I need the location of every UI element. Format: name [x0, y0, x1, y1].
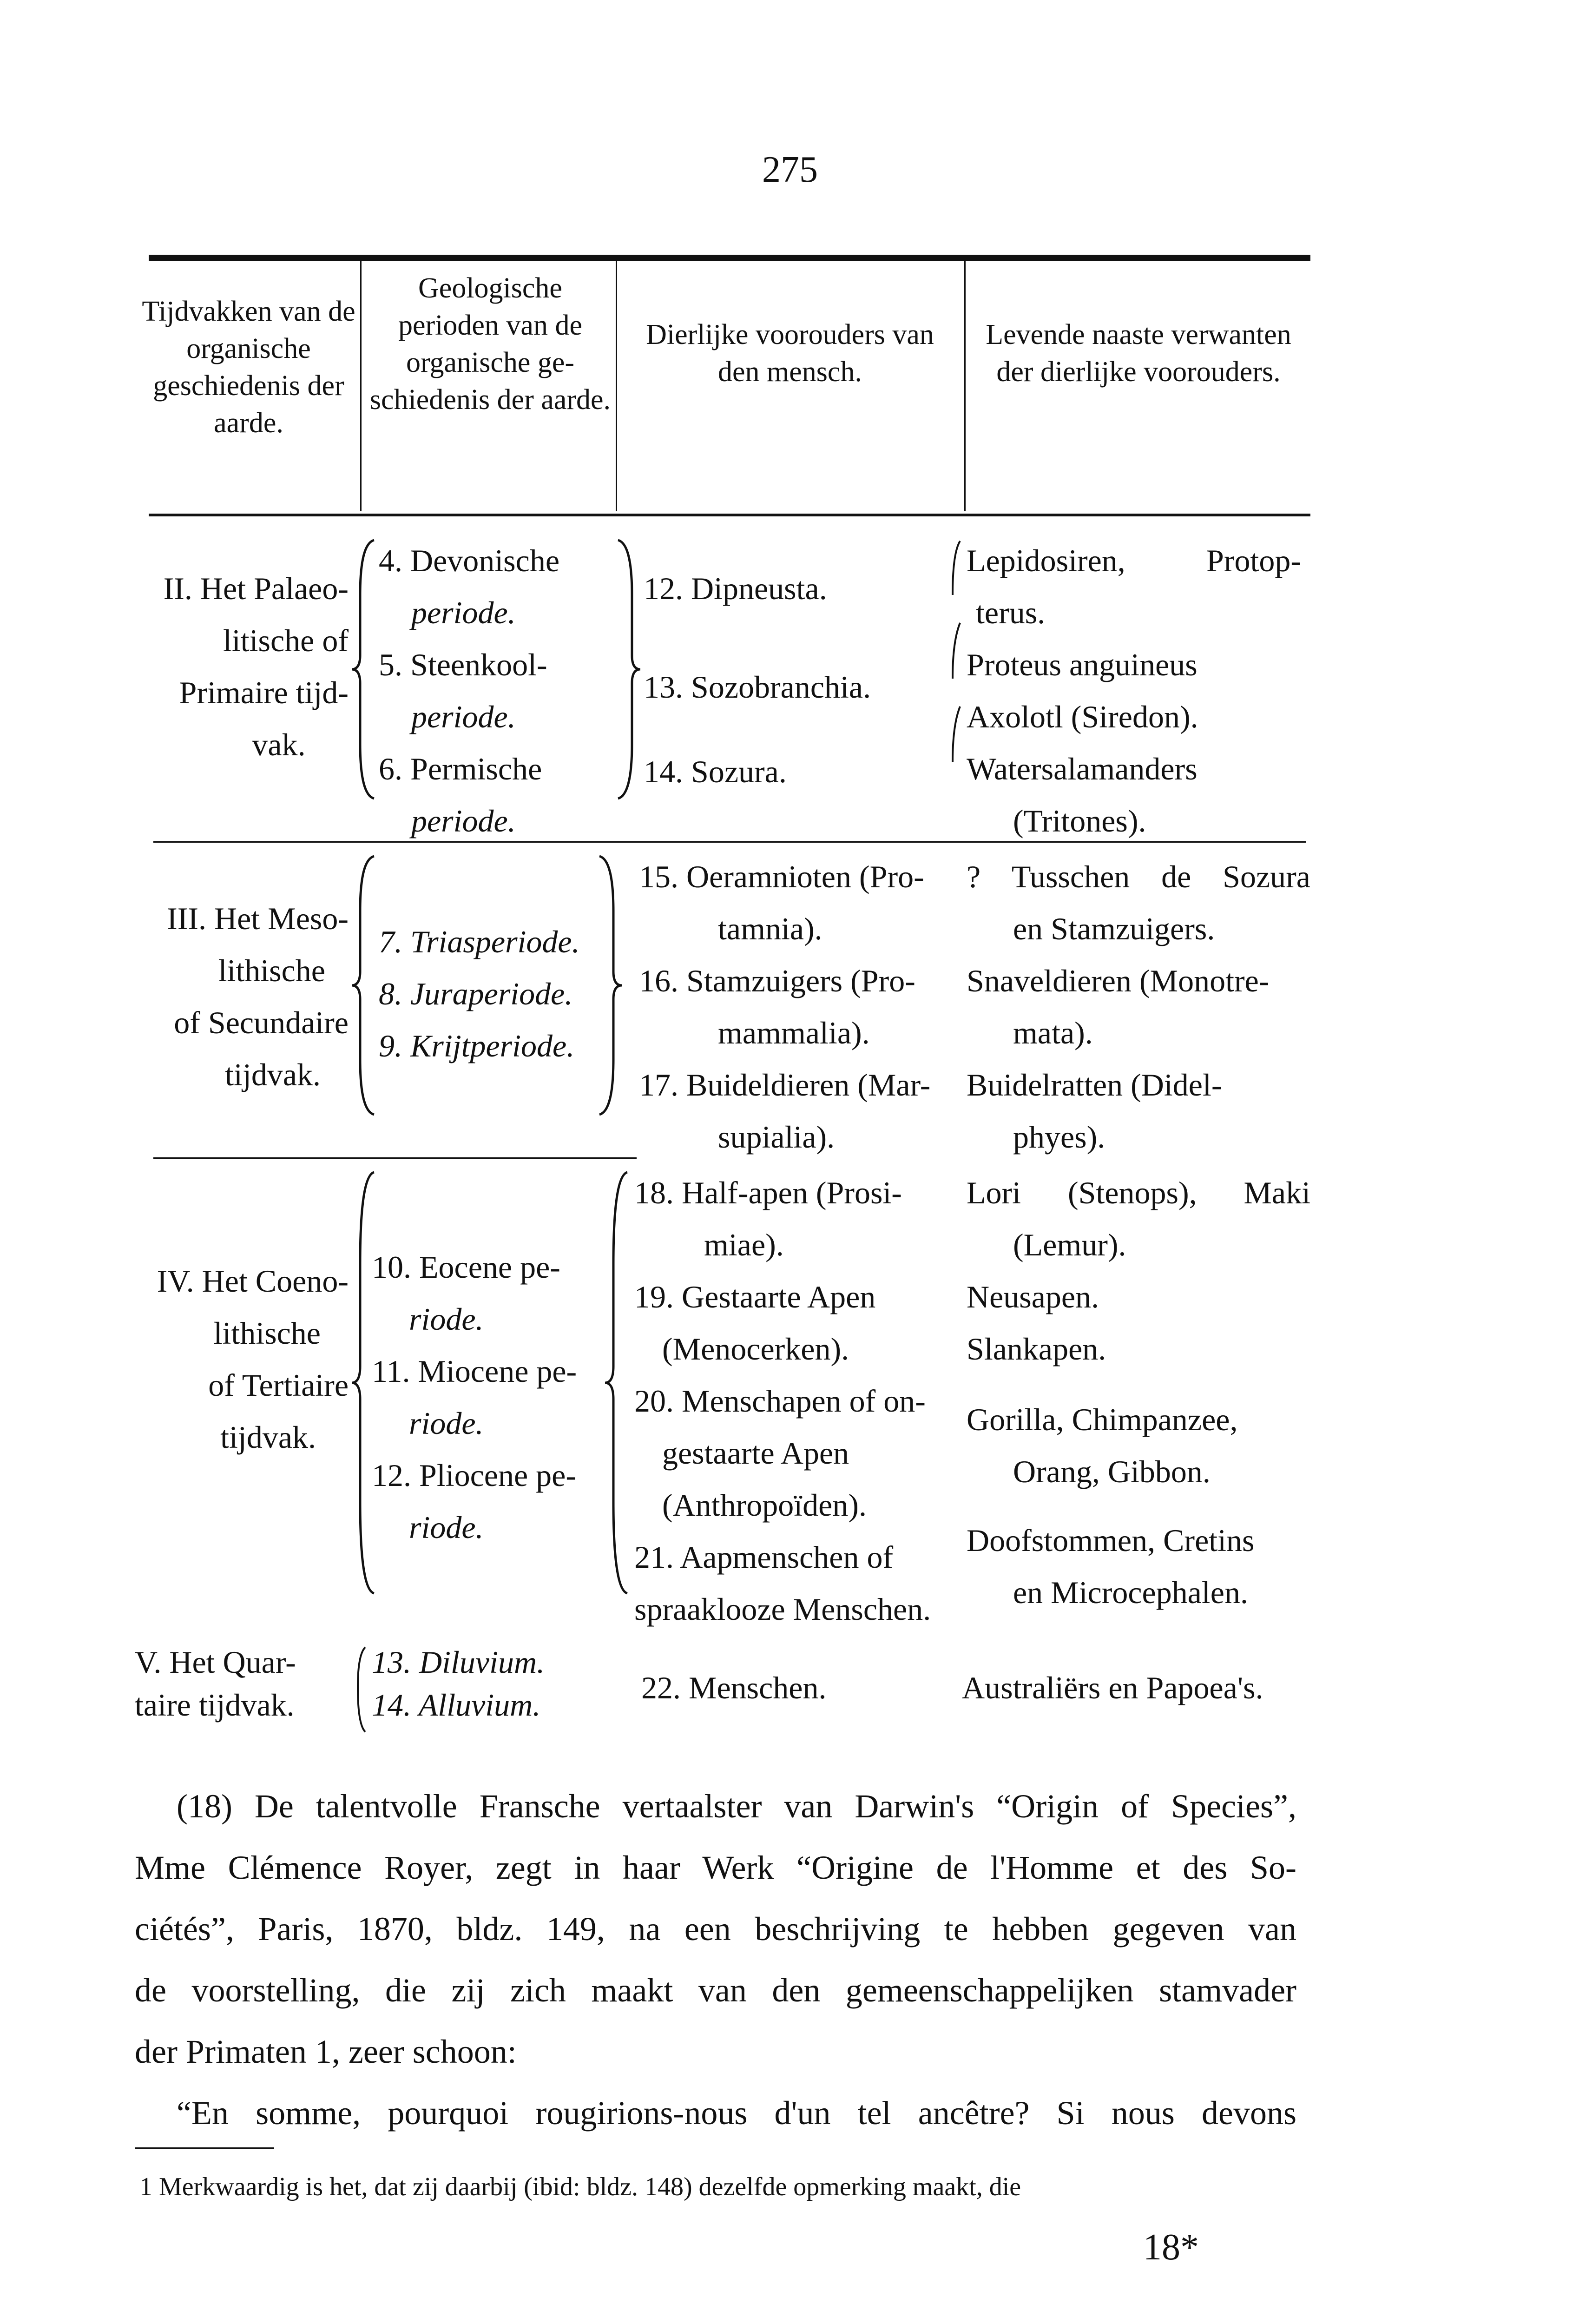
relative-line: Orang, Gibbon.	[1013, 1454, 1211, 1489]
era-line: III. Het Meso-	[167, 901, 349, 936]
ancestor-line: (Anthropoïden).	[662, 1487, 867, 1523]
table-top-rule	[149, 255, 1310, 261]
relative-line: Lepidosiren, Protop-	[967, 543, 1301, 578]
ancestor-line: 13. Sozobranchia.	[644, 669, 871, 705]
ancestor-line: 15. Oeramnioten (Pro-	[639, 859, 924, 894]
relative-line: Proteus anguineus	[967, 647, 1197, 682]
period-line: periode.	[411, 803, 516, 838]
paragraph-line: de voorstelling, die zij zich maakt van den gemeenschappelijken stamvader	[135, 1972, 1296, 2009]
brace	[948, 539, 962, 799]
era-line: taire tijdvak.	[135, 1687, 295, 1723]
ancestor-line: 12. Dipneusta.	[644, 571, 827, 606]
column-header-periods: Geologische perioden van de organische ge- schiedenis der aarde.	[369, 272, 611, 416]
period-line: periode.	[411, 595, 516, 630]
paragraph	[135, 1776, 1296, 2144]
relative-line: Australiërs en Papoea's.	[962, 1670, 1263, 1705]
footnote-rule	[135, 2147, 274, 2149]
row-divider	[153, 841, 1306, 843]
header-bottom-rule	[149, 514, 1310, 516]
period-line: 8. Juraperiode.	[379, 976, 573, 1011]
period-line: 4. Devonische	[379, 543, 560, 578]
relative-line: Watersalamanders	[967, 751, 1197, 786]
ancestor-line: supialia).	[718, 1119, 835, 1155]
era-line: Primaire tijd-	[179, 675, 349, 710]
ancestor-line: 16. Stamzuigers (Pro-	[639, 963, 915, 998]
period-line: riode.	[409, 1301, 484, 1337]
period-line: 5. Steenkool-	[379, 647, 547, 682]
paragraph-line: Mme Clémence Royer, zegt in haar Werk “Origine de l'Homme et des So-	[135, 1849, 1296, 1886]
ancestor-line: 18. Half-apen (Prosi-	[634, 1175, 902, 1210]
period-line: 13. Diluvium.	[372, 1644, 545, 1680]
paragraph-line: “En somme, pourquoi rougirions-nous d'un tel ancêtre? Si nous devons	[177, 2094, 1296, 2132]
column-header-relatives: Levende naaste verwanten der dierlijke voorouders.	[986, 319, 1291, 388]
era-line: V. Het Quar-	[135, 1644, 296, 1680]
brace	[595, 855, 623, 1116]
brace	[613, 539, 641, 799]
ancestor-line: 14. Sozura.	[644, 754, 787, 789]
brace	[604, 1171, 632, 1594]
header-divider	[360, 260, 362, 511]
relative-line: Doofstommen, Cretins	[967, 1523, 1255, 1558]
row-divider	[153, 1157, 637, 1159]
era-line: of Tertiaire	[208, 1367, 349, 1403]
ancestor-line: 19. Gestaarte Apen	[634, 1279, 876, 1314]
ancestor-line: 20. Menschapen of on-	[634, 1383, 926, 1419]
relative-line: terus.	[976, 595, 1046, 630]
relative-line: ? Tusschen de Sozura	[967, 859, 1310, 894]
header-divider	[616, 260, 617, 511]
ancestor-line: tamnia).	[718, 911, 822, 946]
paragraph-line: der Primaten 1, zeer schoon:	[135, 2033, 517, 2070]
period-line: 12. Pliocene pe-	[372, 1458, 576, 1493]
footnote: 1 Merkwaardig is het, dat zij daarbij (ibid: bldz. 148) dezelfde opmerking maakt, die	[139, 2172, 1021, 2201]
ancestor-line: (Menocerken).	[662, 1331, 849, 1367]
period-line: 11. Miocene pe-	[372, 1353, 577, 1389]
period-line: 7. Triasperiode.	[379, 924, 580, 959]
period-line: 10. Eocene pe-	[372, 1249, 560, 1285]
relative-line: Axolotl (Siredon).	[967, 699, 1198, 734]
relative-line: Lori (Stenops), Maki	[967, 1175, 1310, 1210]
relative-line: Neusapen.	[967, 1279, 1099, 1314]
era-line: vak.	[252, 727, 306, 762]
ancestor-line: gestaarte Apen	[662, 1435, 849, 1471]
ancestor-line: 22. Menschen.	[641, 1670, 827, 1705]
relative-line: phyes).	[1013, 1119, 1105, 1155]
brace	[351, 539, 379, 799]
column-header-era: Tijdvakken van de organische geschiedenis der aarde.	[142, 296, 355, 439]
period-line: riode.	[409, 1510, 484, 1545]
era-line: tijdvak.	[225, 1057, 321, 1092]
era-line: of Secundaire	[174, 1005, 349, 1040]
paragraph-line: (18) De talentvolle Fransche vertaalster van Darwin's “Origin of Species”,	[177, 1788, 1296, 1825]
relative-line: Slankapen.	[967, 1331, 1106, 1367]
relative-line: mata).	[1013, 1015, 1093, 1050]
period-line: 6. Permische	[379, 751, 542, 786]
period-line: 9. Krijtperiode.	[379, 1028, 575, 1063]
era-line: IV. Het Coeno-	[157, 1263, 349, 1299]
ancestor-line: spraaklooze Menschen.	[634, 1591, 931, 1627]
brace	[353, 1645, 367, 1734]
relative-line: Gorilla, Chimpanzee,	[967, 1402, 1238, 1437]
relative-line: en Microcephalen.	[1013, 1575, 1248, 1610]
ancestor-line: mammalia).	[718, 1015, 870, 1050]
ancestor-line: 21. Aapmenschen of	[634, 1539, 894, 1575]
column-header-ancestors: Dierlijke voorouders van den mensch.	[646, 319, 934, 388]
brace	[351, 855, 379, 1116]
era-line: lithische	[218, 953, 325, 988]
signature-mark: 18*	[1143, 2227, 1199, 2268]
page-number: 275	[762, 149, 818, 190]
era-line: lithische	[213, 1315, 321, 1351]
era-line: II. Het Palaeo-	[163, 571, 349, 606]
era-line: litische of	[223, 623, 349, 658]
header-divider	[964, 260, 966, 511]
ancestor-line: miae).	[704, 1227, 784, 1262]
relative-line: (Tritones).	[1013, 803, 1146, 838]
period-line: 14. Alluvium.	[372, 1687, 541, 1723]
ancestor-line: 17. Buideldieren (Mar-	[639, 1067, 931, 1103]
era-line: tijdvak.	[220, 1419, 316, 1455]
paragraph-line: ciétés”, Paris, 1870, bldz. 149, na een beschrijving te hebben gegeven van	[135, 1910, 1296, 1948]
period-line: periode.	[411, 699, 516, 734]
relative-line: (Lemur).	[1013, 1227, 1126, 1262]
period-line: riode.	[409, 1406, 484, 1441]
relative-line: Buidelratten (Didel-	[967, 1067, 1222, 1103]
relative-line: Snaveldieren (Monotre-	[967, 963, 1270, 998]
relative-line: en Stamzuigers.	[1013, 911, 1215, 946]
